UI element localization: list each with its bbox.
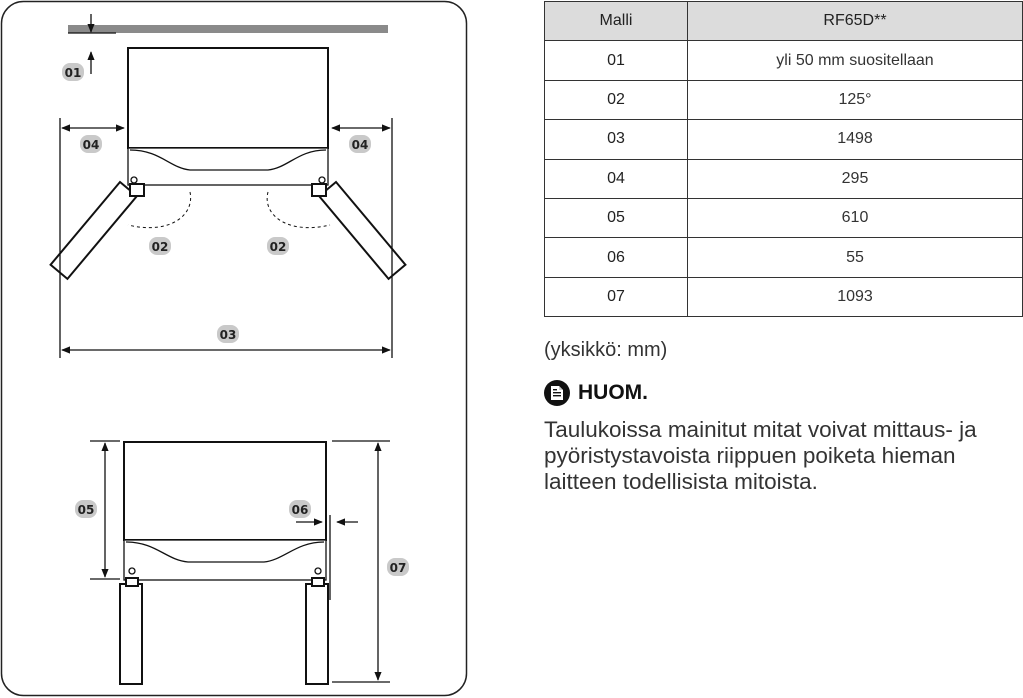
row-value: 1093 [688,277,1023,316]
note-heading [544,380,648,406]
note-document-icon [544,380,570,406]
spec-table [544,1,1023,317]
label-03 [217,325,239,343]
svg-text:02: 02 [269,240,287,254]
note-line: pyöristystavoista riippuen poiketa hieman [544,443,956,468]
label-02-right [267,237,289,255]
label-04-right [349,135,371,153]
table-header-row [545,2,1023,41]
row-id: 02 [545,80,688,119]
row-value: yli 50 mm suositellaan [688,41,1023,80]
row-id: 03 [545,120,688,159]
row-value: 610 [688,198,1023,237]
unit-text: (yksikkö: mm) [544,339,668,361]
svg-text:06: 06 [291,503,309,517]
svg-text:01: 01 [64,66,82,80]
dimension-diagram [0,0,470,698]
fridge-body-top [128,48,328,148]
note-line: laitteen todellisista mitoista. [544,469,818,494]
row-id: 04 [545,159,688,198]
row-value: 1498 [688,120,1023,159]
label-07 [387,558,409,576]
row-value: 55 [688,238,1023,277]
label-05 [75,500,97,518]
row-id: 01 [545,41,688,80]
label-06 [289,500,311,518]
table-row [545,277,1023,316]
svg-text:04: 04 [82,138,100,152]
note-title: HUOM. [578,381,648,404]
header-model: Malli [545,2,688,41]
label-02-left [149,237,171,255]
svg-text:02: 02 [151,240,169,254]
label-04-left [80,135,102,153]
header-model-code: RF65D** [688,2,1023,41]
row-value: 295 [688,159,1023,198]
table-row [545,238,1023,277]
wall [68,25,388,33]
table-row [545,120,1023,159]
table-row [545,80,1023,119]
table-row [545,159,1023,198]
table-row [545,41,1023,80]
row-id: 07 [545,277,688,316]
note-line: Taulukoissa mainitut mitat voivat mittaus- ja [544,417,977,442]
fridge-body-front [124,442,326,540]
svg-text:05: 05 [77,503,95,517]
svg-text:04: 04 [351,138,369,152]
svg-text:07: 07 [389,561,407,575]
door-panel-front [124,540,326,580]
note-body [544,417,1014,495]
right-door-front [306,584,328,684]
left-door-front [120,584,142,684]
row-id: 06 [545,238,688,277]
svg-text:03: 03 [219,328,237,342]
row-id: 05 [545,198,688,237]
label-01 [62,63,84,81]
door-panel-top [128,148,328,185]
table-row [545,198,1023,237]
row-value: 125° [688,80,1023,119]
